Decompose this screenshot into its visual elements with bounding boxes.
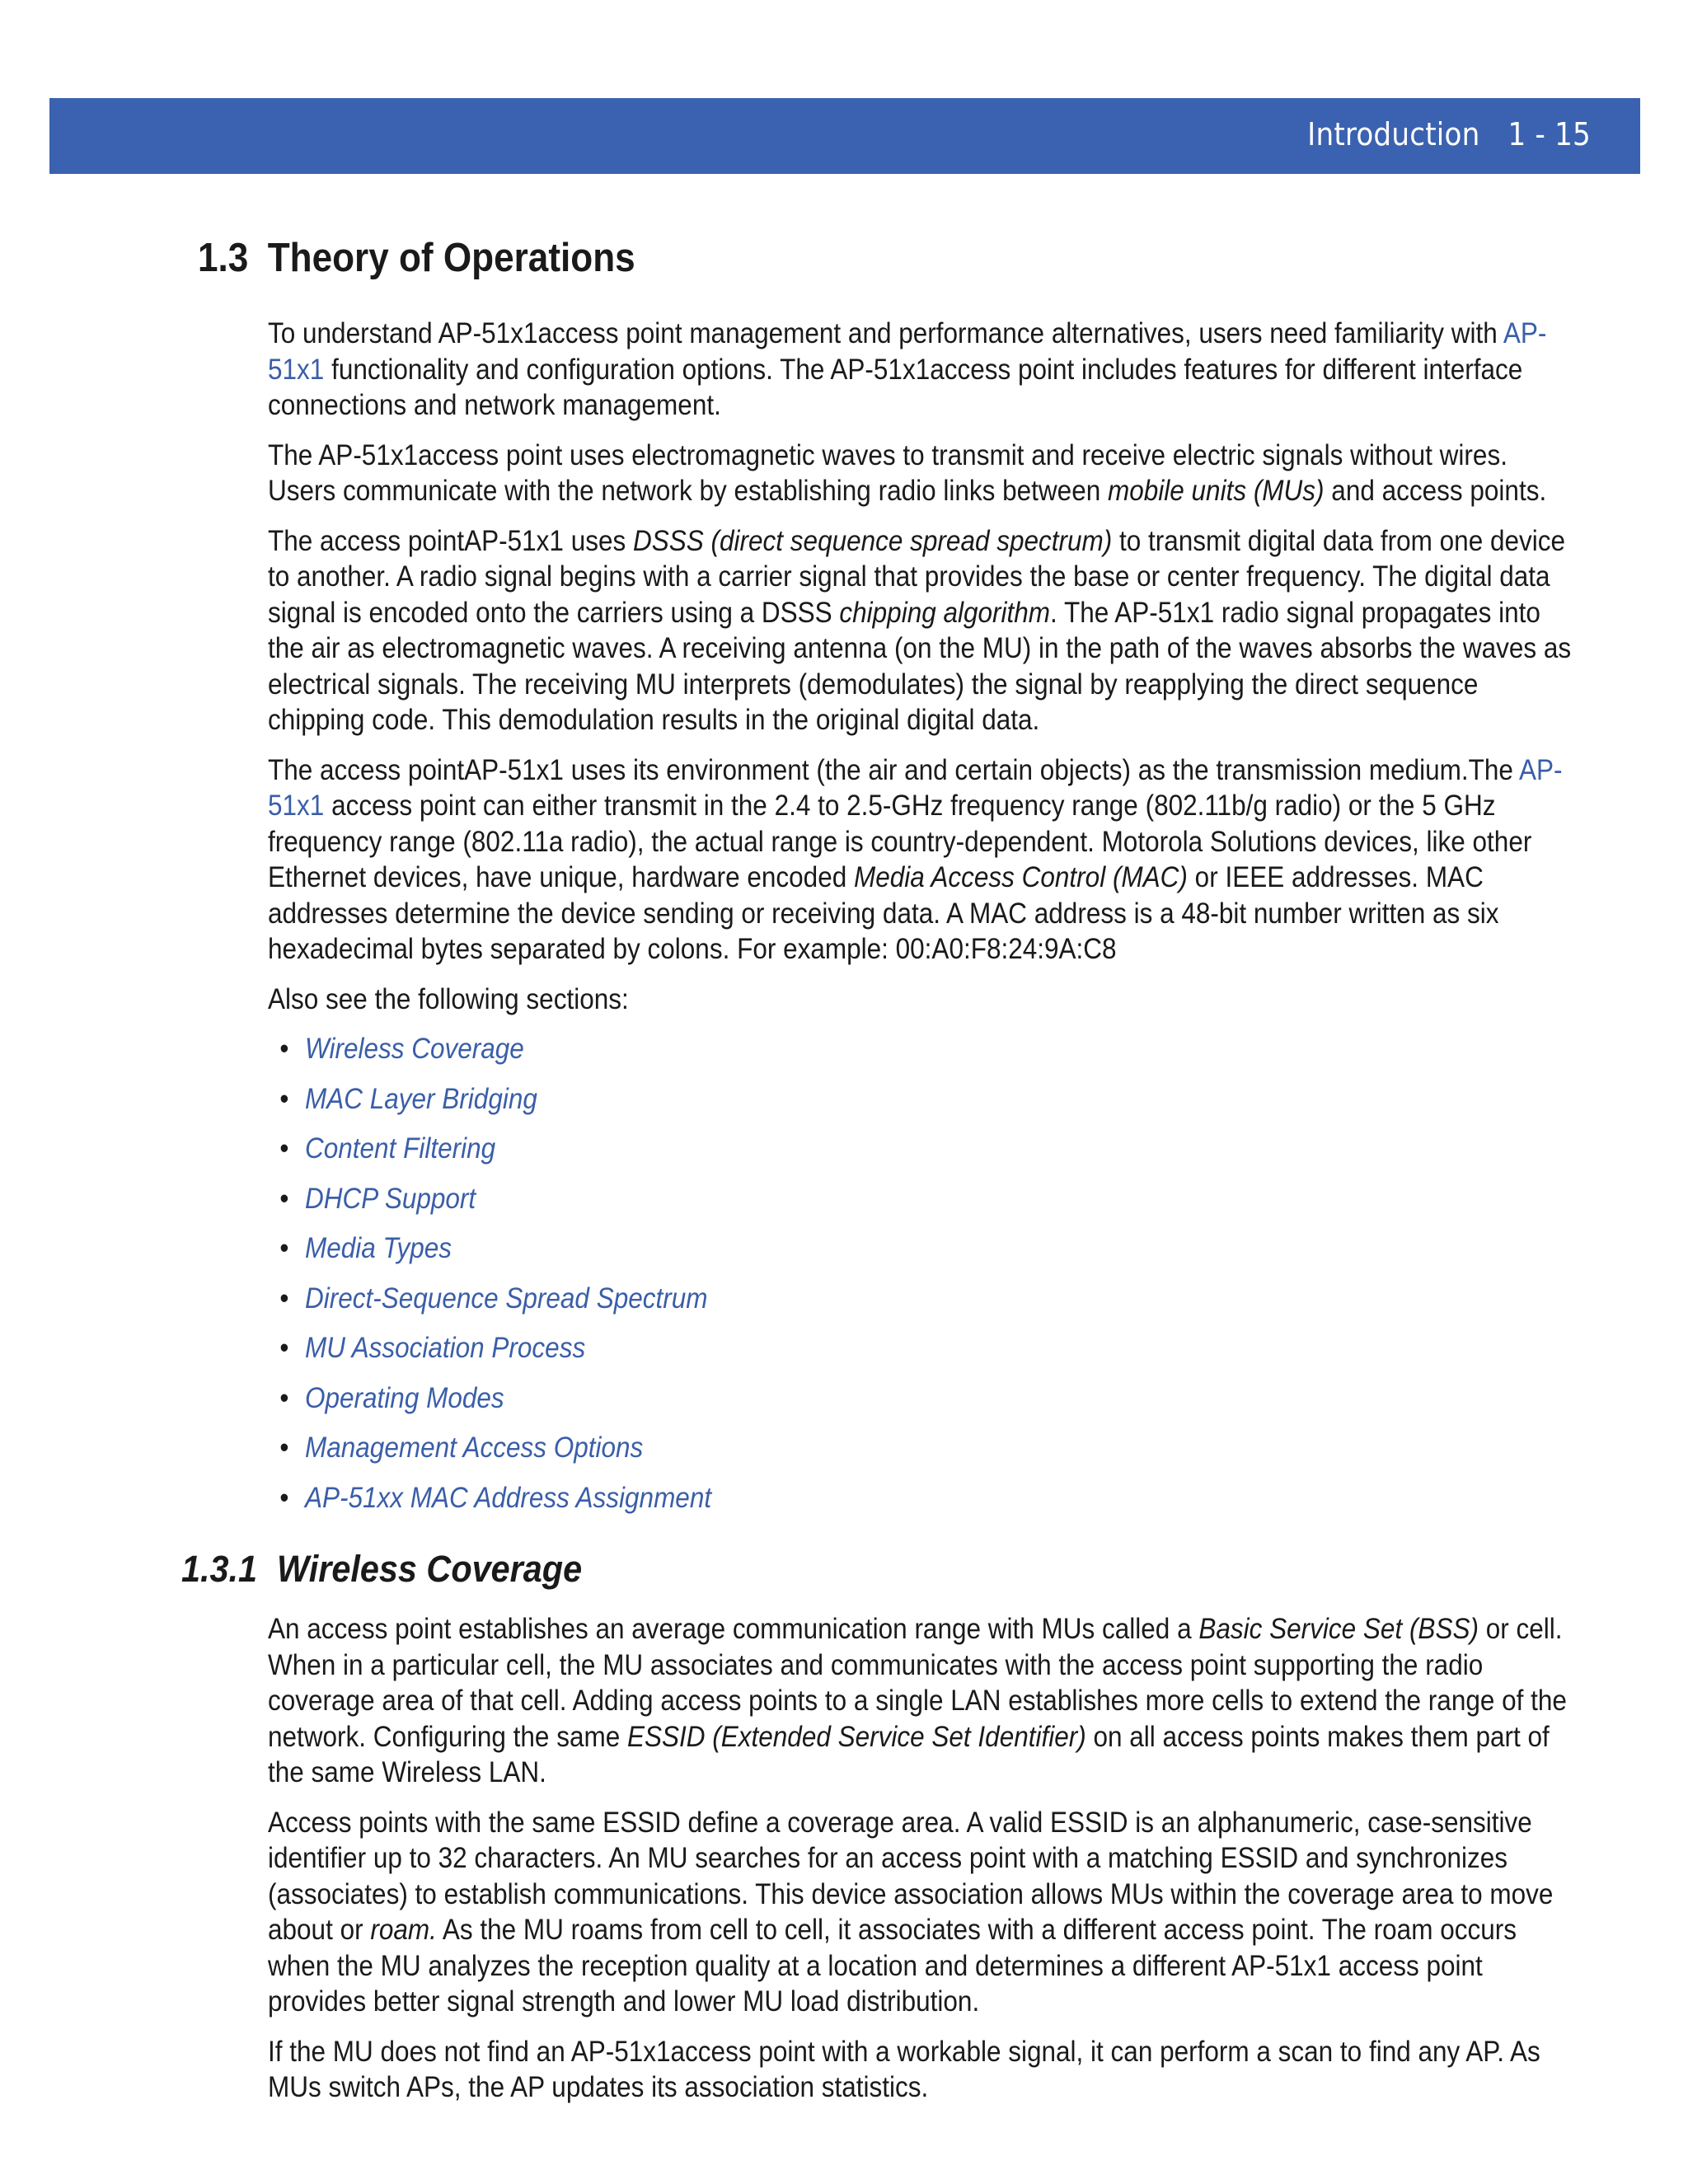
section-title bbox=[198, 235, 635, 281]
section-number: 1.3 bbox=[198, 236, 249, 280]
paragraph-3-emphasis-2: chipping algorithm bbox=[839, 596, 1051, 629]
paragraph-6-text-b: As the MU roams from cell to cell, it associates with a different access point. The roam occurs when the MU analyzes the reception quality at a location and determines a different AP-51x1 access point provides better signal strength and lower MU load distribution. bbox=[268, 1914, 1517, 2018]
bullet-icon: • bbox=[279, 1381, 289, 1414]
subsection-body bbox=[268, 1611, 1573, 2120]
paragraph-4 bbox=[268, 752, 1573, 968]
bullet-icon: • bbox=[279, 1481, 289, 1514]
list-item[interactable] bbox=[268, 1330, 1573, 1380]
paragraph-6-emphasis: roam. bbox=[370, 1914, 437, 1946]
header-page-number: 1 - 15 bbox=[1507, 116, 1591, 152]
link-operating-modes[interactable]: Operating Modes bbox=[305, 1381, 504, 1414]
list-item[interactable] bbox=[268, 1281, 1573, 1331]
list-item[interactable] bbox=[268, 1181, 1573, 1231]
paragraph-6 bbox=[268, 1805, 1573, 2020]
paragraph-5-text-a: An access point establishes an average communication range with MUs called a bbox=[268, 1613, 1199, 1645]
link-management-access-options[interactable]: Management Access Options bbox=[305, 1432, 644, 1464]
bullet-icon: • bbox=[279, 1232, 289, 1264]
paragraph-6-text-a: Access points with the same ESSID define a coverage area. A valid ESSID is an alphanumeric, case-sensitive identifier up to 32 characters. An MU searches for an access point with a matching ESSID and synchronizes (associates) to establish communications. This device association allows MUs within the coverage area to move about or bbox=[268, 1806, 1554, 1946]
section-title-text: Theory of Operations bbox=[267, 236, 635, 280]
bullet-icon: • bbox=[279, 1432, 289, 1464]
bullet-icon: • bbox=[279, 1082, 289, 1115]
paragraph-3-text-b: to transmit digital data from one device to another. A radio signal begins with a carrier signal that provides the base or center frequency. The digital data signal is encoded onto the carriers using a DSSS bbox=[268, 524, 1566, 629]
paragraph-1-text-b: functionality and configuration options. The AP-51x1access point includes features for different interface connections and network management. bbox=[268, 353, 1523, 421]
subsection-title bbox=[181, 1548, 582, 1591]
ap-51x1-link[interactable]: AP-51x1 bbox=[268, 317, 1547, 386]
paragraph-5-emphasis-1: Basic Service Set (BSS) bbox=[1198, 1613, 1479, 1645]
paragraph-7: If the MU does not find an AP-51x1access point with a workable signal, it can perform a scan to find any AP. As MUs switch APs, the AP updates its association statistics. bbox=[268, 2035, 1540, 2103]
paragraph-4-text-c: or IEEE addresses. MAC addresses determine the device sending or receiving data. A MAC address is a 48-bit number written as six hexadecimal bytes separated by colons. For example: 00:A0:F8:24:9A:C8 bbox=[268, 861, 1499, 965]
paragraph-4-emphasis: Media Access Control (MAC) bbox=[853, 861, 1188, 893]
paragraph-3 bbox=[268, 523, 1573, 738]
subsection-title-text: Wireless Coverage bbox=[277, 1548, 583, 1590]
link-direct-sequence-spread-spectrum[interactable]: Direct-Sequence Spread Spectrum bbox=[305, 1282, 708, 1315]
list-item[interactable] bbox=[268, 1380, 1573, 1431]
see-also-list bbox=[268, 1031, 1573, 1530]
paragraph-3-emphasis-1: DSSS (direct sequence spread spectrum) bbox=[632, 524, 1113, 557]
link-mu-association-process[interactable]: MU Association Process bbox=[305, 1332, 586, 1364]
paragraph-5-text-b: or cell. When in a particular cell, the MU associates and communicates with the access point supporting the radio coverage area of that cell. Adding access points to a single LAN establishes more cells to extend the range of the network. Configuring the same bbox=[268, 1613, 1567, 1753]
paragraph-2-emphasis: mobile units (MUs) bbox=[1107, 475, 1325, 507]
paragraph-5-emphasis-2: ESSID (Extended Service Set Identifier) bbox=[626, 1720, 1086, 1753]
see-also-intro: Also see the following sections: bbox=[268, 982, 629, 1015]
page-header bbox=[49, 98, 1640, 174]
bullet-icon: • bbox=[279, 1282, 289, 1315]
header-text bbox=[1307, 116, 1591, 152]
list-item[interactable] bbox=[268, 1230, 1573, 1281]
link-media-types[interactable]: Media Types bbox=[305, 1232, 452, 1264]
link-mac-layer-bridging[interactable]: MAC Layer Bridging bbox=[305, 1082, 537, 1115]
list-item[interactable] bbox=[268, 1480, 1573, 1530]
bullet-icon: • bbox=[279, 1132, 289, 1165]
list-item[interactable] bbox=[268, 1081, 1573, 1132]
paragraph-1-text-a: To understand AP-51x1access point management and performance alternatives, users need familiarity with bbox=[268, 317, 1503, 349]
paragraph-5 bbox=[268, 1611, 1573, 1791]
paragraph-3-text-c: . The AP-51x1 radio signal propagates into the air as electromagnetic waves. A receiving antenna (on the MU) in the path of the waves absorbs the waves as electrical signals. The receiving MU interprets (demodulates) the signal by reapplying the direct sequence chipping code. This demodulation results in the original digital data. bbox=[268, 596, 1572, 736]
ap-51x1-link-2[interactable]: AP-51x1 bbox=[268, 753, 1563, 822]
paragraph-2-text-a: The AP-51x1access point uses electromagnetic waves to transmit and receive electric signals without wires. Users communicate with the network by establishing radio links between bbox=[268, 438, 1507, 507]
paragraph-2-text-b: and access points. bbox=[1324, 475, 1547, 507]
paragraph-2 bbox=[268, 438, 1573, 509]
paragraph-4-text-b: access point can either transmit in the 2.4 to 2.5-GHz frequency range (802.11b/g radio) or the 5 GHz frequency range (802.11a radio), the actual range is country-dependent. Motorola Solutions devices, like other Ethernet devices, have unique, hardware encoded bbox=[268, 790, 1532, 893]
paragraph-1 bbox=[268, 316, 1573, 424]
paragraph-5-text-c: on all access points makes them part of the same Wireless LAN. bbox=[268, 1720, 1550, 1788]
list-item[interactable] bbox=[268, 1131, 1573, 1181]
link-wireless-coverage[interactable]: Wireless Coverage bbox=[305, 1033, 524, 1065]
link-ap-51xx-mac-address-assignment[interactable]: AP-51xx MAC Address Assignment bbox=[305, 1481, 712, 1514]
paragraph-3-text-a: The access pointAP-51x1 uses bbox=[268, 524, 633, 557]
paragraph-4-text-a: The access pointAP-51x1 uses its environment (the air and certain objects) as the transmission medium.The bbox=[268, 753, 1519, 786]
list-item[interactable] bbox=[268, 1430, 1573, 1480]
subsection-number: 1.3.1 bbox=[181, 1548, 258, 1590]
header-chapter: Introduction bbox=[1307, 116, 1480, 152]
link-dhcp-support[interactable]: DHCP Support bbox=[305, 1182, 476, 1215]
list-item[interactable] bbox=[268, 1031, 1573, 1081]
section-body bbox=[268, 316, 1573, 1530]
bullet-icon: • bbox=[279, 1182, 289, 1215]
bullet-icon: • bbox=[279, 1332, 289, 1364]
bullet-icon: • bbox=[279, 1033, 289, 1065]
link-content-filtering[interactable]: Content Filtering bbox=[305, 1132, 496, 1165]
